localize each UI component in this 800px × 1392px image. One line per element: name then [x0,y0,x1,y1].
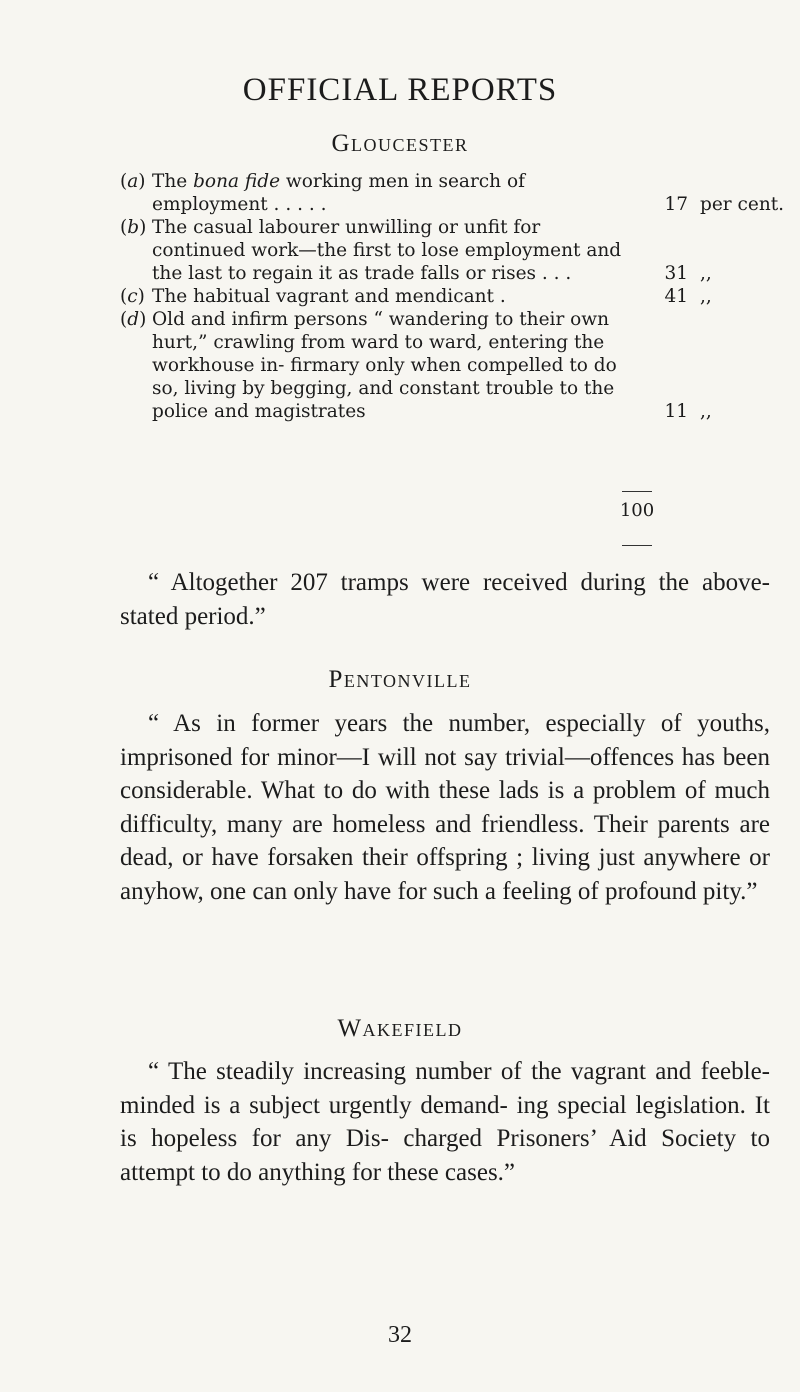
list-item-unit: ,, [700,401,712,422]
list-item-unit: per cent. [700,194,785,215]
list-item-text: The bona fide working men in search of employment . . . . . [152,171,525,215]
page-number: 32 [388,1322,412,1348]
list-item-b [120,216,712,285]
wakefield-quote: “ The steadily increasing number of the vagrant and feeble-minded is a subject urgently demand- ing special legislation. It is hopeless for any Dis- charged Prisoners’ Aid Society to attempt to do anything for these cases.” [120,1058,770,1186]
list-marker-d: (d) [120,309,147,330]
list-item-unit: ,, [700,263,712,284]
total-value: 100 [619,500,655,521]
italic-phrase: bona fide [193,171,281,192]
pentonville-quote: “ As in former years the number, especially of youths, imprisoned for minor—I will not say trivial—offences has been considerable. What to do with these lads is a problem of much difficulty, many are homeless and friendless. Their parents are dead, or have forsaken their offspring ; living just anywhere or anyhow, one can only have for such a feeling of profound pity.” [120,710,770,905]
running-head: OFFICIAL REPORTS [242,72,558,108]
list-item-value: 11 [664,401,688,422]
list-item-c [120,285,712,308]
list-item-a [120,170,785,216]
list-item-unit: ,, [700,286,712,307]
list-marker-c: (c) [120,286,145,307]
sum-rule-bottom [622,545,652,546]
list-item-value: 41 [664,286,688,307]
list-item-text: Old and infirm persons “ wandering to their own hurt,” crawling from ward to ward, entering the workhouse in- firmary only when compelled to do so, living by begging, and constant trouble to the police and magistrates [152,309,617,422]
sum-rule-top [622,491,652,492]
list-marker-b: (b) [120,217,147,238]
list-item-d [120,308,712,423]
list-item-text: The habitual vagrant and mendicant . [152,286,506,307]
list-marker-a: (a) [120,171,146,192]
list-item-text: The casual labourer unwilling or unfit for continued work—the first to lose employment and the last to regain it as trade falls or rises . . . [152,217,622,284]
section-title-pentonville: Pentonville [328,666,472,693]
gloucester-classification-list [120,170,785,423]
section-title-gloucester: Gloucester [331,130,469,157]
list-item-value: 31 [664,263,688,284]
gloucester-quote: “ Altogether 207 tramps were received during the above-stated period.” [120,569,770,630]
list-item-value: 17 [664,194,688,215]
section-title-wakefield: Wakefield [337,1015,463,1042]
